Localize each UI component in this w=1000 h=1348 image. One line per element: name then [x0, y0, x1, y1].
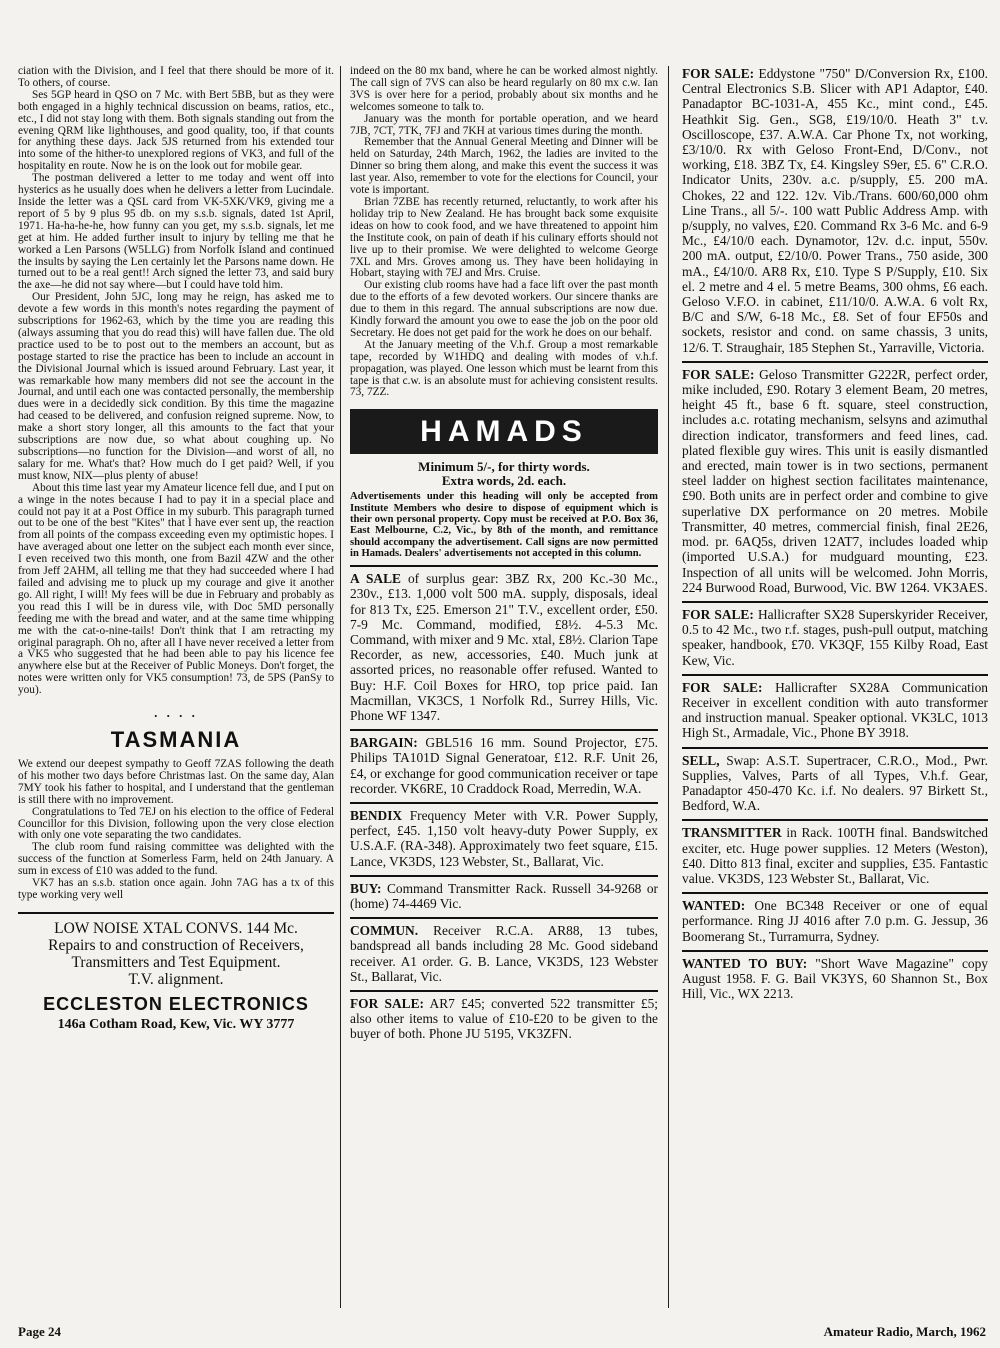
classified-ad [682, 361, 988, 601]
article-paragraph: January was the month for portable operation, and we heard 7JB, 7CT, 7TK, 7FJ and 7KH at various times during the month. [350, 112, 658, 137]
ad-text: Swap: A.S.T. Supertracer, C.R.O., Mod., Pwr. Supplies, Valves, Parts of all Types, V.h.f. Gear, Panadaptor 450-470 Kc. i.f. No dealers. 97 Birkett St., Bedford, W.A. [682, 752, 988, 814]
article-paragraph: Ses 5GP heard in QSO on 7 Mc. with Bert 5BB, but as they were both engaged in a highly technical discussion on beams, ratios, etc., etc., I did not stay long with them. Both signals standing out from the evening QRM like lighthouses, and good quality, too, if that counts for anything these days. Jack 5JS returned from his extended tour into some of the hither-to unexplored regions of VK3, and full of the hospitality en route. Now he is on the look out for mobile gear. [18, 88, 334, 173]
ad-address: 146a Cotham Road, Kew, Vic. WY 3777 [57, 1016, 295, 1032]
article-paragraph: Brian 7ZBE has recently returned, reluctantly, to work after his holiday trip to New Zealand. He has brought back some exquisite ideas on how to cook food, and we have threatened to appoint him the Institute cook, on pain of death if his culinary efforts should not live up to their promise. We were delighted to welcome George 7XL and Mrs. Groves among us. They have been holidaying in Hobart, staying with 7EJ and Mrs. Cruise. [350, 195, 658, 280]
classified-ad [682, 601, 988, 674]
classified-ad [682, 674, 988, 747]
classified-ad [682, 747, 988, 820]
column-middle [350, 66, 658, 1048]
ad-lead: BENDIX [350, 808, 403, 823]
hamads-rate-extra: Extra words, 2d. each. [441, 473, 567, 489]
ad-lead: FOR SALE: [682, 679, 763, 695]
article-paragraph: About this time last year my Amateur licence fell due, and I put on a winge in the notes because I had to pay it in a special place and could not pay it at a Post Office in my suburb. This paragraph turned out to be one of the best "Kites" that I have ever sent up, the reaction from all points of the compass exceeding even my optimistic hopes. I have averaged about one letter on the subject each month ever since, I even received two this month, one from Bazil 4ZW and the other from Jeff 2AHM, all telling me that they had succeeded where I had failed and advising me to pluck up my courage and give it another go. All right, I will! My fees will be due in February and probably as you read this I will be in duress vile, with Doc 5MD personally feeding me with the bread and water, and at the same time whipping me with the cat-o-nine-tails! Don't think that I am retracting my original paragraph. Oh no, after all I have never received a letter from a VK5 who suggested that he had been able to pay his licence fee anywhere else but at the Receiver of Public Moneys. Don't forget, the notes were written only for VK5 consumption! 73, de 5PS (PanSy to you). [18, 481, 334, 697]
classified-ad [682, 950, 988, 1008]
ad-lead: FOR SALE: [350, 996, 424, 1012]
tasmania-paragraph: VK7 has an s.s.b. station once again. John 7AG has a tx of this type working very well [18, 877, 334, 901]
column-rule-1 [340, 66, 341, 1308]
ad-lead: BARGAIN: [350, 735, 418, 751]
tasmania-paragraph: Congratulations to Ted 7EJ on his election to the office of Federal Councillor for this Division, following upon the very close election with only one vote separating the two candidates. [18, 805, 334, 842]
article-paragraph: Our existing club rooms have had a face lift over the past month due to the efforts of a few devoted workers. Our sincere thanks are due to them in this regard. The annual subscriptions are now due. Kindly forward the amount you owe to ease the job on the poor old Secretary. He does not get paid for the work he does on our behalf. [350, 279, 658, 339]
article-paragraph: The postman delivered a letter to me today and went off into hysterics as he usually does when he delivers a letter from Lucindale. Inside the letter was a QSL card from VK-5XK/VK9, giving me a report of 5 by 9 plus 95 db. on my s.s.b. signals, dated 1st April, 1971. Ha-ha-he-he, how funny can you get, my s.s.b. signals, let me get at him. He added further insult to injury by telling me that he worked a Len Parsons (W5LLG) from Norfolk Island and continued the insults by saying the Len certainly let the Parsons name down. He turned out to be a real gent!! Arch signed the letter 73, and said bury the axe—he did not say where—but I could have told him. [18, 172, 334, 292]
ad-line: LOW NOISE XTAL CONVS. 144 Mc. [54, 919, 298, 937]
ad-text: Hallicrafter SX28 Superskyrider Receiver, 0.5 to 42 Mc., two r.f. stages, push-pull output, matching speaker, handbook, £70. VK3QF, 155 Kilby Road, East Kew, Vic. [682, 606, 988, 668]
ad-lead: FOR SALE: [682, 606, 754, 622]
ad-lead: FOR SALE: [682, 366, 755, 382]
article-paragraph: indeed on the 80 mx band, where he can be worked almost nightly. The call sign of 7VS can also be heard regularly on 80 mx c.w. Ian 3VS is over here for a period, probably about six months and he welcomes someone to talk to. [350, 65, 658, 113]
ad-text: Command Transmitter Rack. Russell 34-9268 or (home) 74-4469 Vic. [350, 880, 658, 912]
ad-line: Repairs to and construction of Receivers, Transmitters and Test Equipment. [48, 936, 304, 971]
publication-line: Amateur Radio, March, 1962 [823, 1324, 986, 1339]
ad-lead: WANTED TO BUY: [682, 955, 808, 971]
article-paragraph: Remember that the Annual General Meeting and Dinner will be held on Saturday, 24th March, 1962, the ladies are invited to the Dinner so bring them along, and make this event the success it was last year. Also, remember to vote for the elections for Council, your vote is important. [350, 136, 658, 197]
ad-text: AR7 £45; converted 522 transmitter £5; also other items to value of £10-£20 to be given to the buyer of both. Phone JU 5195, VK3ZFN. [350, 996, 658, 1042]
classified-ad [350, 802, 658, 875]
ad-text: Geloso Transmitter G222R, perfect order, mike included, £90. Rotary 3 element Beam, 20 metres, height 45 ft., base 6 ft. square, steel construction, includes a.c. rotating mechanism, selsyns and azimuthal direction indicator, transformers and feed lines, cad. plated flexible guy wires. This unit is easily dismantled and erected, main tower is in two sections, permanent steel ladder on highest section facilitates maintenance, £90. Both units are in perfect order and combine to give superlative DX performance on 20 metres. Mobile Transmitter, 40 metres, commercial finish, final 2E26, mod. pr. 6AQ5s, driven 12AT7, includes loaded whip (imported U.S.A.) for mudguard mounting, £23. Inspection of all units will be welcomed. John Morris, 224 Burwood Road, Burwood, Vic. BW 1264. VK3AES. [682, 366, 988, 595]
ad-lead: TRANSMITTER [682, 825, 782, 841]
ad-text: Hallicrafter SX28A Communication Receiver in excellent condition with auto transformer and instruction manual. Speaker optional. VK3LC, 1013 High St., Armadale, Vic., Phone BY 3918. [682, 679, 988, 741]
ad-lead: A SALE [350, 571, 401, 587]
ad-text: Frequency Meter with V.R. Power Supply, perfect, £45. 1,150 volt heavy-duty Power Supply, ex U.S.A.F. (RA-348). Approximately two feet square, £15. Lance, VK3DS, 123 Webster, St., Ballarat, Vic. [350, 808, 658, 869]
ad-lead: SELL, [682, 752, 720, 768]
classified-ad [350, 729, 658, 802]
column-rule-2 [668, 66, 669, 1308]
hamads-conditions: Advertisements under this heading will only be accepted from Institute Members who desire to dispose of equipment which is their own personal property. Copy must be received at P.O. Box 36, East Melbourne, C.2, Vic., by 8th of the month, and remittance should accompany the advertisement. Call signs are now permitted in Hamads. Dealers' advertisements not accepted in this column. [350, 491, 658, 559]
hamads-rate: Minimum 5/-, for thirty words. [418, 459, 590, 475]
ad-lead: FOR SALE: [682, 66, 755, 81]
classified-ad [350, 565, 658, 729]
ad-text: Eddystone "750" D/Conversion Rx, £100. Central Electronics S.B. Slicer with AP1 Adaptor, £40. Panadaptor BC-1031-A, 455 Kc., mint cond., £45. Heathkit Sig. Gen., SG8, £19/10/0. Heath 3" t.v. Oscilloscope, £37. A.W.A. Car Phone Tx, not working, £3/10/0. Rx with Geloso Front-End, D/Conv., not working, £18. 3BZ Tx, £4. Kingsley S9er, £5. 6" C.R.O. Indicator Units, 230v. a.c. p/supply, £5. 200 mA. Chokes, 22 and 122. 12v. Vib./Trans. 600/60,000 ohm Line Trans., all 5/-. 100 watt Public Address Amp. with p/supply, no valves, £20. Command Rx 3-6 Mc. and 6-9 Mc., £4/10/0 each. Dynamotor, 12v. d.c. input, 550v. 200 mA. output, £2/10/0. Power Trans., 750 aside, 300 mA., £4/10/0. AR8 Rx, £10. Type S P/Supply, £10. Six el. 2 metre and 4 el. 5 metre Beams, 300 ohms, £6 each. Geloso V.F.O. in cabinet, £11/10/0. A.W.A. 6 volt Rx, B/C and S/W, 6-18 Mc., £8. Set of four EF50s and sockets, resistor and cond. on same chassis, 3 units, 12/6. T. Straughair, 185 Stephen St., Yarraville, Victoria. [682, 66, 988, 355]
ad-lead: BUY: [350, 880, 382, 896]
classified-ad [682, 892, 988, 950]
section-separator: . . . . [154, 705, 198, 721]
ad-company-name: ECCLESTON ELECTRONICS [43, 993, 309, 1014]
classified-ad [350, 990, 658, 1048]
ad-text: "Short Wave Magazine" copy August 1958. F. G. Bail VK3YS, 60 Shannon St., Box Hill, Vic., WX 2213. [682, 955, 988, 1002]
classified-ad [350, 917, 658, 990]
page-number: Page 24 [18, 1324, 61, 1339]
ad-text: One BC348 Receiver or one of equal performance. Ring JJ 4016 after 7.0 p.m. G. Jessup, 36 Boomerang St., Turramurra, Sydney. [682, 898, 988, 944]
article-paragraph: At the January meeting of the V.h.f. Group a most remarkable tape, recorded by W1HDQ and dealing with modes of v.h.f. propagation, was played. One lesson which must be learnt from this tape is that c.w. is an absolute must for achieving consistent results. 73, 7ZZ. [350, 338, 658, 399]
ad-line: T.V. alignment. [128, 970, 224, 988]
column-left [18, 66, 334, 1033]
ad-lead: COMMUN. [350, 923, 419, 939]
section-title-tasmania: TASMANIA [110, 727, 242, 753]
ad-text: in Rack. 100TH final. Bandswitched exciter, etc. Huge power supplies. 12 Meters (Weston), £40. Ditto 813 final, exciter and supplies, £35. Fantastic value. VK3DS, 123 Webster St., Ballarat, Vic. [682, 825, 988, 886]
article-paragraph: ciation with the Division, and I feel that there should be more of it. To others, of course. [18, 65, 334, 89]
ad-text: GBL516 16 mm. Sound Projector, £75. Philips TA101D Signal Generatoar, £12. R.F. Unit 26, £4, or exchange for good communication receiver or tape recorder. VK6RE, 10 Craddock Road, Merredin, W.A. [350, 735, 658, 796]
classified-ad [350, 875, 658, 917]
ad-text: Receiver R.C.A. AR88, 13 tubes, bandspread all bands including 28 Mc. Good sideband receiver. A1 order. G. B. Lance, VK3DS, 123 Webster St., Ballarat, Vic. [350, 923, 658, 984]
tasmania-paragraph: The club room fund raising committee was delighted with the success of the function at Somerless Farm, held on 24th January. A sum in excess of £10 was added to the fund. [18, 841, 334, 878]
classified-ad [682, 819, 988, 892]
tasmania-paragraph: We extend our deepest sympathy to Geoff 7ZAS following the death of his mother two days before Christmas last. On the same day, Alan 7MY took his father to hospital, and I understand that the gentleman is still there with no improvement. [18, 758, 334, 806]
article-paragraph: Our President, John 5JC, long may he reign, has asked me to devote a few words in this month's notes regarding the payment of subscriptions for 1962-63, which by the time you are reading this (always assuming that you do read this) will have fallen due. The old practice used to be to post out to the members an account, but as postage started to rise the practice has been to include an account in the Divisional Journal which is issued around February. Last year, it was remarkable how many members did not see the account in the Journal, and until each one was contacted personally, the membership dues were in a decidedly sick condition. By this time the magazine had ceased to be delivered, and confusion reigned supreme. Now, to make a short story longer, all this amounts to the fact that your subscriptions are now due, so what about coughing up. No subscriptions—no function for the Division—and worst of all, no salary for me. What's that? How much do I get paid? Well, if you must know, NIX—plus plenty of abuse! [18, 291, 334, 482]
hamads-heading: HAMADS [350, 409, 658, 454]
ad-lead: WANTED: [682, 898, 746, 914]
classified-ad [682, 66, 988, 361]
column-right [682, 66, 988, 1007]
display-advertisement [18, 912, 334, 1033]
ad-text: of surplus gear: 3BZ Rx, 200 Kc.-30 Mc., 230v., £13. 1,000 volt 500 mA. supply, disposals, ideal for 813 Tx, £25. Emerson 21" T.V., excellent order, £50. 7-9 Mc. Command, modified, £8½. 4-5.3 Mc. Command, with mixer and 9 Mc. xtal, £8½. Clarion Tape Recorder, as new, accessories, £40. Much junk at assorted prices, no reasonable offer refused. Wanted to Buy: H.F. Coil Boxes for HRO, top price paid. Ian Macmillan, VK3CS, 1 Norfolk Rd., Surrey Hills, Vic. Phone WF 1347. [350, 571, 659, 723]
